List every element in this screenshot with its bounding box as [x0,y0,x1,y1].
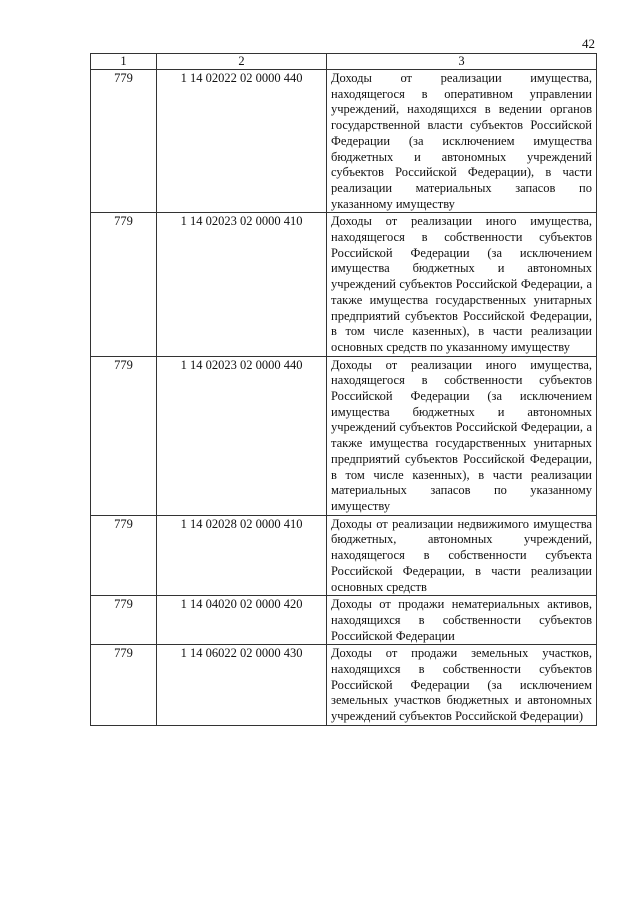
table-header-row [91,54,597,70]
table-row [91,596,597,645]
description-cell: Доходы от продажи нематериальных активов, находящихся в собственности субъектов Российской Федерации [327,596,597,645]
table-row [91,645,597,726]
table-row [91,70,597,213]
budget-code-cell: 1 14 02022 02 0000 440 [157,70,327,213]
admin-code-cell: 779 [91,645,157,726]
budget-code-cell: 1 14 02023 02 0000 410 [157,213,327,356]
description-cell: Доходы от реализации иного имущества, находящегося в собственности субъектов Российской Федерации (за исключением имущества бюджетных и автономных учреждений субъектов Российской Федерации, а также имущества государственных унитарных предприятий субъектов Российской Федерации, в том числе казенных), в части реализации материальных запасов по указанному имуществу [327,356,597,515]
page-number: 42 [582,36,595,51]
table-row [91,213,597,356]
budget-code-cell: 1 14 06022 02 0000 430 [157,645,327,726]
description-cell: Доходы от реализации иного имущества, находящегося в собственности субъектов Российской Федерации (за исключением имущества бюджетных и автономных учреждений субъектов Российской Федерации, а также имущества государственных унитарных предприятий субъектов Российской Федерации, в том числе казенных), в части реализации основных средств по указанному имуществу [327,213,597,356]
admin-code-cell: 779 [91,70,157,213]
table-row [91,356,597,515]
description-cell: Доходы от реализации имущества, находящегося в оперативном управлении учреждений, находящихся в ведении органов государственной власти субъектов Российской Федерации (за исключением имущества бюджетных и автономных учреждений субъектов Российской Федерации), в части реализации материальных запасов по указанному имуществу [327,70,597,213]
revenue-codes-table [90,53,597,726]
table-row [91,515,597,596]
column-header-3: 3 [327,54,597,70]
description-cell: Доходы от реализации недвижимого имущества бюджетных, автономных учреждений, находящегося в собственности субъекта Российской Федерации, в части реализации основных средств [327,515,597,596]
budget-code-cell: 1 14 02028 02 0000 410 [157,515,327,596]
admin-code-cell: 779 [91,596,157,645]
column-header-2: 2 [157,54,327,70]
budget-code-cell: 1 14 04020 02 0000 420 [157,596,327,645]
column-header-1: 1 [91,54,157,70]
admin-code-cell: 779 [91,213,157,356]
admin-code-cell: 779 [91,356,157,515]
description-cell: Доходы от продажи земельных участков, находящихся в собственности субъектов Российской Федерации (за исключением земельных участков бюджетных и автономных учреждений субъектов Российской Федерации) [327,645,597,726]
budget-code-cell: 1 14 02023 02 0000 440 [157,356,327,515]
admin-code-cell: 779 [91,515,157,596]
